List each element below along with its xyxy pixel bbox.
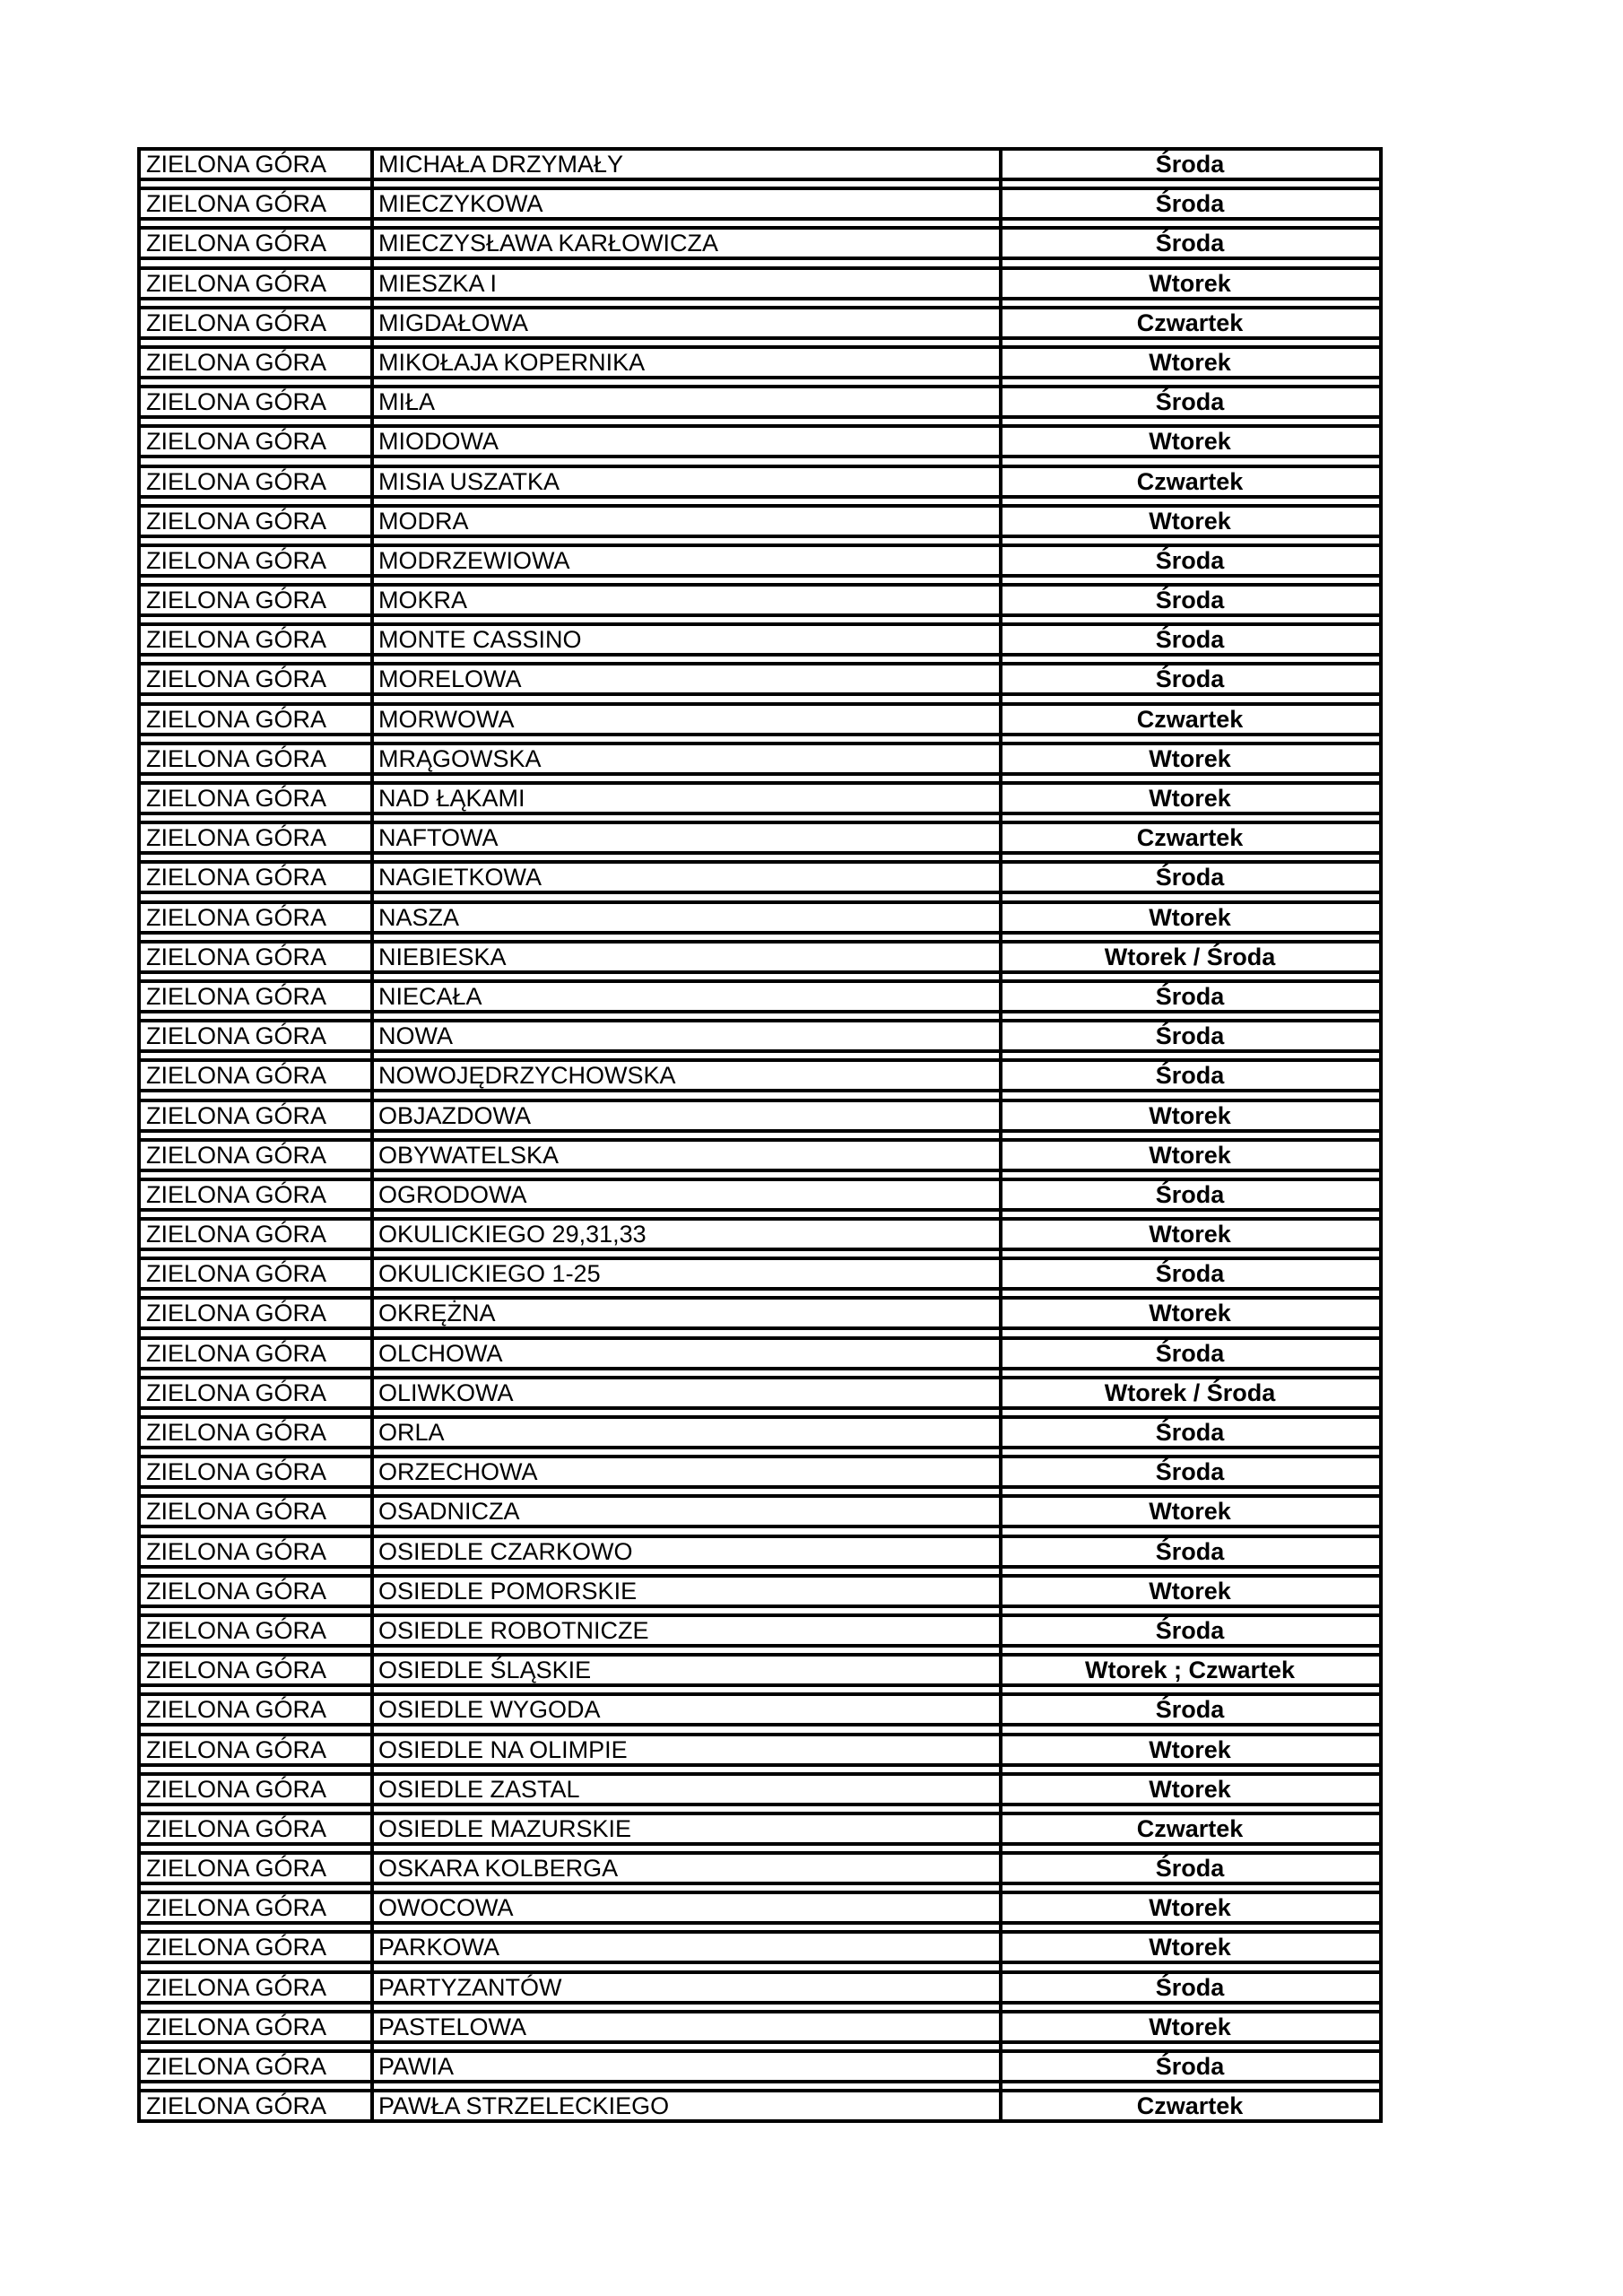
collection-day-cell: Środa xyxy=(1155,190,1225,218)
table-row xyxy=(141,465,1379,499)
city-cell: ZIELONA GÓRA xyxy=(146,1101,327,1129)
street-cell: MIESZKA I xyxy=(378,269,498,297)
table-row xyxy=(141,1415,1379,1449)
street-cell: OBYWATELSKA xyxy=(378,1141,560,1169)
table-row xyxy=(141,2010,1379,2044)
table-row xyxy=(141,1970,1379,2005)
city-cell: ZIELONA GÓRA xyxy=(146,1378,327,1406)
table-row xyxy=(141,1138,1379,1172)
street-cell: MRĄGOWSKA xyxy=(378,744,542,772)
collection-day-cell: Wtorek xyxy=(1149,903,1231,931)
collection-day-cell: Środa xyxy=(1155,1260,1225,1288)
street-cell: OKRĘŻNA xyxy=(378,1300,496,1327)
table-row xyxy=(141,1574,1379,1608)
table-row xyxy=(141,1653,1379,1687)
city-cell: ZIELONA GÓRA xyxy=(146,2092,327,2120)
city-cell: ZIELONA GÓRA xyxy=(146,744,327,772)
table-row xyxy=(141,1058,1379,1092)
collection-day-cell: Wtorek xyxy=(1149,428,1231,456)
table-row xyxy=(141,979,1379,1013)
street-cell: OGRODOWA xyxy=(378,1180,527,1208)
collection-day-cell: Środa xyxy=(1155,230,1225,257)
city-cell: ZIELONA GÓRA xyxy=(146,1141,327,1169)
city-cell: ZIELONA GÓRA xyxy=(146,1458,327,1486)
collection-day-cell: Czwartek xyxy=(1136,2092,1244,2120)
city-cell: ZIELONA GÓRA xyxy=(146,1657,327,1684)
table-row xyxy=(141,900,1379,935)
collection-day-cell: Wtorek xyxy=(1149,269,1231,297)
city-cell: ZIELONA GÓRA xyxy=(146,348,327,376)
street-cell: PASTELOWA xyxy=(378,2013,527,2040)
street-cell: ORLA xyxy=(378,1419,445,1446)
street-cell: MORWOWA xyxy=(378,705,515,733)
table-row xyxy=(141,345,1379,379)
waste-collection-schedule-table xyxy=(137,147,1383,2123)
city-cell: ZIELONA GÓRA xyxy=(146,309,327,336)
collection-day-cell: Wtorek xyxy=(1149,1735,1231,1763)
city-cell: ZIELONA GÓRA xyxy=(146,864,327,891)
city-cell: ZIELONA GÓRA xyxy=(146,546,327,574)
column-divider-street-day xyxy=(999,147,1002,2123)
street-cell: PAWIA xyxy=(378,2053,455,2080)
table-row xyxy=(141,742,1379,776)
collection-day-cell: Wtorek xyxy=(1149,2013,1231,2040)
table-row xyxy=(141,821,1379,855)
city-cell: ZIELONA GÓRA xyxy=(146,2013,327,2040)
table-row xyxy=(141,147,1379,181)
street-cell: OSIEDLE POMORSKIE xyxy=(378,1577,638,1605)
street-cell: MISIA USZATKA xyxy=(378,467,560,495)
street-cell: MIGDAŁOWA xyxy=(378,309,529,336)
street-cell: MODRZEWIOWA xyxy=(378,546,570,574)
city-cell: ZIELONA GÓRA xyxy=(146,1180,327,1208)
table-row xyxy=(141,1535,1379,1569)
collection-day-cell: Środa xyxy=(1155,1062,1225,1090)
collection-day-cell: Środa xyxy=(1155,1180,1225,1208)
table-row xyxy=(141,1296,1379,1330)
city-cell: ZIELONA GÓRA xyxy=(146,903,327,931)
street-cell: OLCHOWA xyxy=(378,1339,503,1367)
city-cell: ZIELONA GÓRA xyxy=(146,151,327,178)
street-cell: OKULICKIEGO 1-25 xyxy=(378,1260,601,1288)
table-row xyxy=(141,583,1379,617)
street-cell: MIECZYSŁAWA KARŁOWICZA xyxy=(378,230,719,257)
table-row xyxy=(141,1930,1379,1964)
city-cell: ZIELONA GÓRA xyxy=(146,1498,327,1526)
street-cell: MODRA xyxy=(378,507,469,535)
collection-day-cell: Środa xyxy=(1155,1616,1225,1644)
collection-day-cell: Czwartek xyxy=(1136,1814,1244,1842)
city-cell: ZIELONA GÓRA xyxy=(146,388,327,416)
collection-day-cell: Wtorek xyxy=(1149,1101,1231,1129)
table-row xyxy=(141,1613,1379,1648)
table-row xyxy=(141,1891,1379,1925)
table-row xyxy=(141,1178,1379,1212)
table-row xyxy=(141,1733,1379,1767)
city-cell: ZIELONA GÓRA xyxy=(146,507,327,535)
collection-day-cell: Czwartek xyxy=(1136,824,1244,852)
city-cell: ZIELONA GÓRA xyxy=(146,1934,327,1961)
collection-day-cell: Środa xyxy=(1155,864,1225,891)
street-cell: OSIEDLE MAZURSKIE xyxy=(378,1814,632,1842)
street-cell: OSIEDLE NA OLIMPIE xyxy=(378,1735,628,1763)
collection-day-cell: Wtorek xyxy=(1149,1300,1231,1327)
street-cell: PARKOWA xyxy=(378,1934,500,1961)
street-cell: NIEBIESKA xyxy=(378,943,507,970)
table-row xyxy=(141,622,1379,657)
street-cell: ORZECHOWA xyxy=(378,1458,538,1486)
table-rows-container xyxy=(141,147,1379,2123)
collection-day-cell: Wtorek xyxy=(1149,1577,1231,1605)
collection-day-cell: Środa xyxy=(1155,982,1225,1010)
table-row xyxy=(141,860,1379,894)
street-cell: PARTYZANTÓW xyxy=(378,1973,562,2001)
street-cell: OSADNICZA xyxy=(378,1498,520,1526)
table-row xyxy=(141,1494,1379,1528)
street-cell: OKULICKIEGO 29,31,33 xyxy=(378,1221,647,1248)
city-cell: ZIELONA GÓRA xyxy=(146,1973,327,2001)
city-cell: ZIELONA GÓRA xyxy=(146,1300,327,1327)
street-cell: OBJAZDOWA xyxy=(378,1101,532,1129)
street-cell: OSIEDLE ZASTAL xyxy=(378,1775,580,1803)
city-cell: ZIELONA GÓRA xyxy=(146,1814,327,1842)
collection-day-cell: Wtorek / Środa xyxy=(1104,1378,1276,1406)
collection-day-cell: Wtorek xyxy=(1149,1498,1231,1526)
collection-day-cell: Wtorek xyxy=(1149,785,1231,812)
collection-day-cell: Czwartek xyxy=(1136,705,1244,733)
collection-day-cell: Wtorek ; Czwartek xyxy=(1084,1657,1296,1684)
street-cell: MIECZYKOWA xyxy=(378,190,543,218)
collection-day-cell: Wtorek xyxy=(1149,1934,1231,1961)
table-row xyxy=(141,662,1379,696)
street-cell: MOKRA xyxy=(378,587,468,614)
city-cell: ZIELONA GÓRA xyxy=(146,626,327,654)
collection-day-cell: Wtorek xyxy=(1149,1894,1231,1922)
street-cell: MICHAŁA DRZYMAŁY xyxy=(378,151,624,178)
table-row xyxy=(141,424,1379,458)
street-cell: NIECAŁA xyxy=(378,982,482,1010)
street-cell: MIKOŁAJA KOPERNIKA xyxy=(378,348,646,376)
collection-day-cell: Środa xyxy=(1155,1022,1225,1050)
collection-day-cell: Środa xyxy=(1155,626,1225,654)
city-cell: ZIELONA GÓRA xyxy=(146,705,327,733)
table-row xyxy=(141,1257,1379,1291)
city-cell: ZIELONA GÓRA xyxy=(146,1221,327,1248)
collection-day-cell: Wtorek xyxy=(1149,1775,1231,1803)
table-row xyxy=(141,2089,1379,2123)
table-row xyxy=(141,544,1379,578)
column-divider-city-street xyxy=(370,147,374,2123)
street-cell: OSIEDLE ŚLĄSKIE xyxy=(378,1657,592,1684)
collection-day-cell: Środa xyxy=(1155,1458,1225,1486)
table-row xyxy=(141,1812,1379,1846)
city-cell: ZIELONA GÓRA xyxy=(146,269,327,297)
collection-day-cell: Środa xyxy=(1155,1419,1225,1446)
city-cell: ZIELONA GÓRA xyxy=(146,1260,327,1288)
city-cell: ZIELONA GÓRA xyxy=(146,467,327,495)
street-cell: MIODOWA xyxy=(378,428,499,456)
table-row xyxy=(141,1851,1379,1885)
street-cell: OSIEDLE CZARKOWO xyxy=(378,1537,633,1565)
city-cell: ZIELONA GÓRA xyxy=(146,1062,327,1090)
collection-day-cell: Środa xyxy=(1155,665,1225,693)
street-cell: MORELOWA xyxy=(378,665,522,693)
street-cell: NASZA xyxy=(378,903,460,931)
city-cell: ZIELONA GÓRA xyxy=(146,1735,327,1763)
table-row xyxy=(141,306,1379,340)
collection-day-cell: Wtorek xyxy=(1149,744,1231,772)
street-cell: NAFTOWA xyxy=(378,824,499,852)
table-row xyxy=(141,1772,1379,1806)
table-row xyxy=(141,2049,1379,2083)
table-row xyxy=(141,226,1379,260)
street-cell: OSIEDLE ROBOTNICZE xyxy=(378,1616,649,1644)
city-cell: ZIELONA GÓRA xyxy=(146,1022,327,1050)
collection-day-cell: Środa xyxy=(1155,1696,1225,1724)
collection-day-cell: Środa xyxy=(1155,388,1225,416)
street-cell: MIŁA xyxy=(378,388,436,416)
table-row xyxy=(141,1455,1379,1489)
collection-day-cell: Wtorek xyxy=(1149,507,1231,535)
city-cell: ZIELONA GÓRA xyxy=(146,943,327,970)
table-row xyxy=(141,940,1379,974)
table-row xyxy=(141,1376,1379,1410)
city-cell: ZIELONA GÓRA xyxy=(146,428,327,456)
street-cell: OSIEDLE WYGODA xyxy=(378,1696,601,1724)
city-cell: ZIELONA GÓRA xyxy=(146,665,327,693)
city-cell: ZIELONA GÓRA xyxy=(146,2053,327,2080)
city-cell: ZIELONA GÓRA xyxy=(146,1855,327,1883)
street-cell: NAGIETKOWA xyxy=(378,864,542,891)
street-cell: OSKARA KOLBERGA xyxy=(378,1855,619,1883)
collection-day-cell: Środa xyxy=(1155,1973,1225,2001)
street-cell: NOWA xyxy=(378,1022,453,1050)
city-cell: ZIELONA GÓRA xyxy=(146,1419,327,1446)
table-row xyxy=(141,266,1379,300)
table-row xyxy=(141,1217,1379,1251)
collection-day-cell: Środa xyxy=(1155,546,1225,574)
collection-day-cell: Środa xyxy=(1155,1537,1225,1565)
city-cell: ZIELONA GÓRA xyxy=(146,1577,327,1605)
table-row xyxy=(141,504,1379,538)
collection-day-cell: Wtorek / Środa xyxy=(1104,943,1276,970)
table-row xyxy=(141,385,1379,419)
collection-day-cell: Wtorek xyxy=(1149,1221,1231,1248)
table-row xyxy=(141,1336,1379,1370)
table-row xyxy=(141,781,1379,815)
city-cell: ZIELONA GÓRA xyxy=(146,1696,327,1724)
collection-day-cell: Środa xyxy=(1155,151,1225,178)
street-cell: NAD ŁĄKAMI xyxy=(378,785,525,812)
city-cell: ZIELONA GÓRA xyxy=(146,1775,327,1803)
city-cell: ZIELONA GÓRA xyxy=(146,1894,327,1922)
city-cell: ZIELONA GÓRA xyxy=(146,587,327,614)
table-row xyxy=(141,187,1379,221)
street-cell: NOWOJĘDRZYCHOWSKA xyxy=(378,1062,676,1090)
table-row xyxy=(141,1099,1379,1133)
collection-day-cell: Wtorek xyxy=(1149,348,1231,376)
city-cell: ZIELONA GÓRA xyxy=(146,824,327,852)
city-cell: ZIELONA GÓRA xyxy=(146,190,327,218)
city-cell: ZIELONA GÓRA xyxy=(146,785,327,812)
table-row xyxy=(141,702,1379,736)
collection-day-cell: Środa xyxy=(1155,1855,1225,1883)
collection-day-cell: Środa xyxy=(1155,587,1225,614)
city-cell: ZIELONA GÓRA xyxy=(146,1616,327,1644)
collection-day-cell: Środa xyxy=(1155,2053,1225,2080)
street-cell: MONTE CASSINO xyxy=(378,626,582,654)
collection-day-cell: Środa xyxy=(1155,1339,1225,1367)
collection-day-cell: Czwartek xyxy=(1136,467,1244,495)
collection-day-cell: Wtorek xyxy=(1149,1141,1231,1169)
city-cell: ZIELONA GÓRA xyxy=(146,982,327,1010)
table-row xyxy=(141,1692,1379,1726)
street-cell: PAWŁA STRZELECKIEGO xyxy=(378,2092,670,2120)
street-cell: OWOCOWA xyxy=(378,1894,514,1922)
city-cell: ZIELONA GÓRA xyxy=(146,1537,327,1565)
city-cell: ZIELONA GÓRA xyxy=(146,230,327,257)
table-row xyxy=(141,1019,1379,1053)
street-cell: OLIWKOWA xyxy=(378,1378,514,1406)
collection-day-cell: Czwartek xyxy=(1136,309,1244,336)
city-cell: ZIELONA GÓRA xyxy=(146,1339,327,1367)
